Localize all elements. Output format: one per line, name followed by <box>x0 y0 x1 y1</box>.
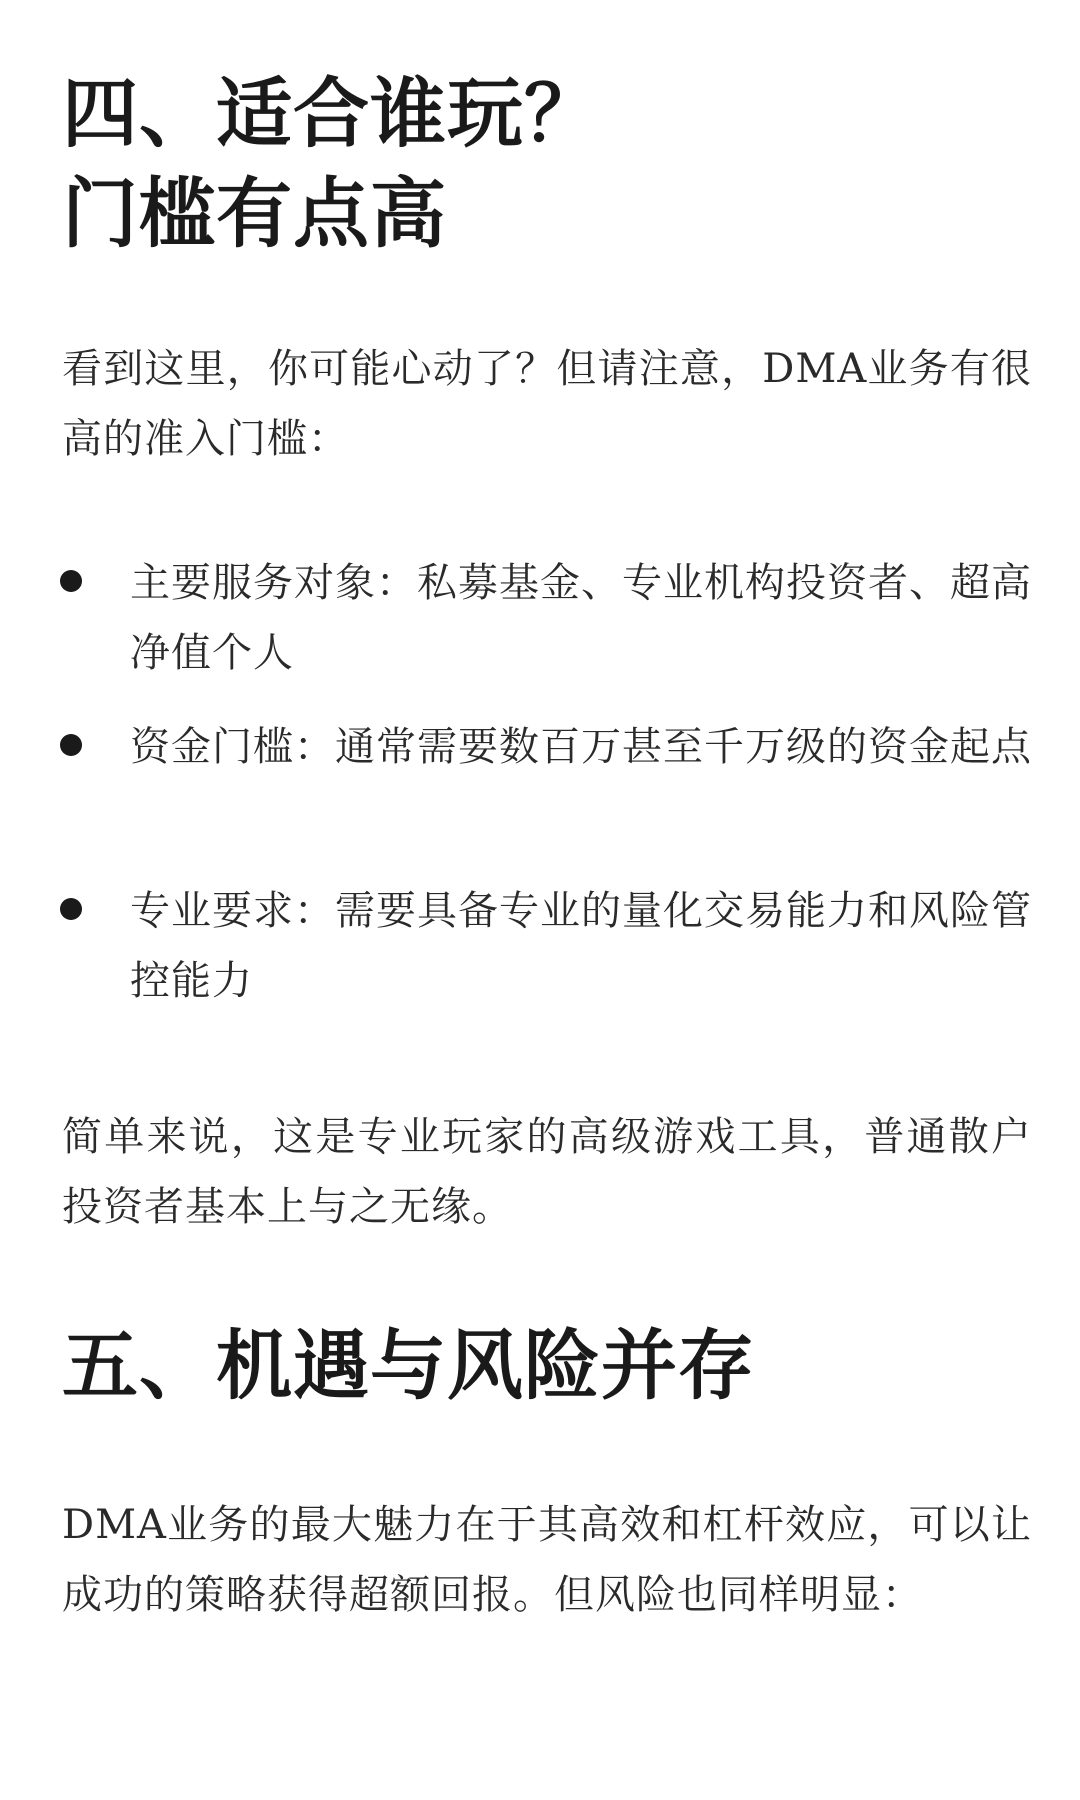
section-4-heading <box>62 64 1022 264</box>
section-5-heading: 五、机遇与风险并存 <box>62 1321 755 1410</box>
bullet-text: 资金门槛：通常需要数百万甚至千万级的资金起点 <box>130 724 1032 770</box>
bullet-item <box>0 548 1080 712</box>
section-4-summary-paragraph: 简单来说，这是专业玩家的高级游戏工具，普通散户投资者基本上与之无缘。 <box>62 1114 1032 1230</box>
bullet-dot-icon <box>60 570 82 592</box>
bullet-text: 专业要求：需要具备专业的量化交易能力和风险管控能力 <box>130 888 1032 1004</box>
section-4-heading-line-1: 四、适合谁玩？ <box>62 69 601 158</box>
bullet-dot-icon <box>60 734 82 756</box>
section-4-heading-line-2: 门槛有点高 <box>62 169 447 258</box>
section-5-intro-paragraph: DMA业务的最大魅力在于其高效和杠杆效应，可以让成功的策略获得超额回报。但风险也同样明显： <box>62 1502 1032 1618</box>
bullet-item <box>0 712 1080 876</box>
bullet-text: 主要服务对象：私募基金、专业机构投资者、超高净值个人 <box>130 560 1032 676</box>
bullet-dot-icon <box>60 898 82 920</box>
threshold-bullet-list <box>0 548 1080 1040</box>
section-4-intro-paragraph: 看到这里，你可能心动了？但请注意，DMA业务有很高的准入门槛： <box>62 346 1032 462</box>
bullet-item <box>0 876 1080 1040</box>
